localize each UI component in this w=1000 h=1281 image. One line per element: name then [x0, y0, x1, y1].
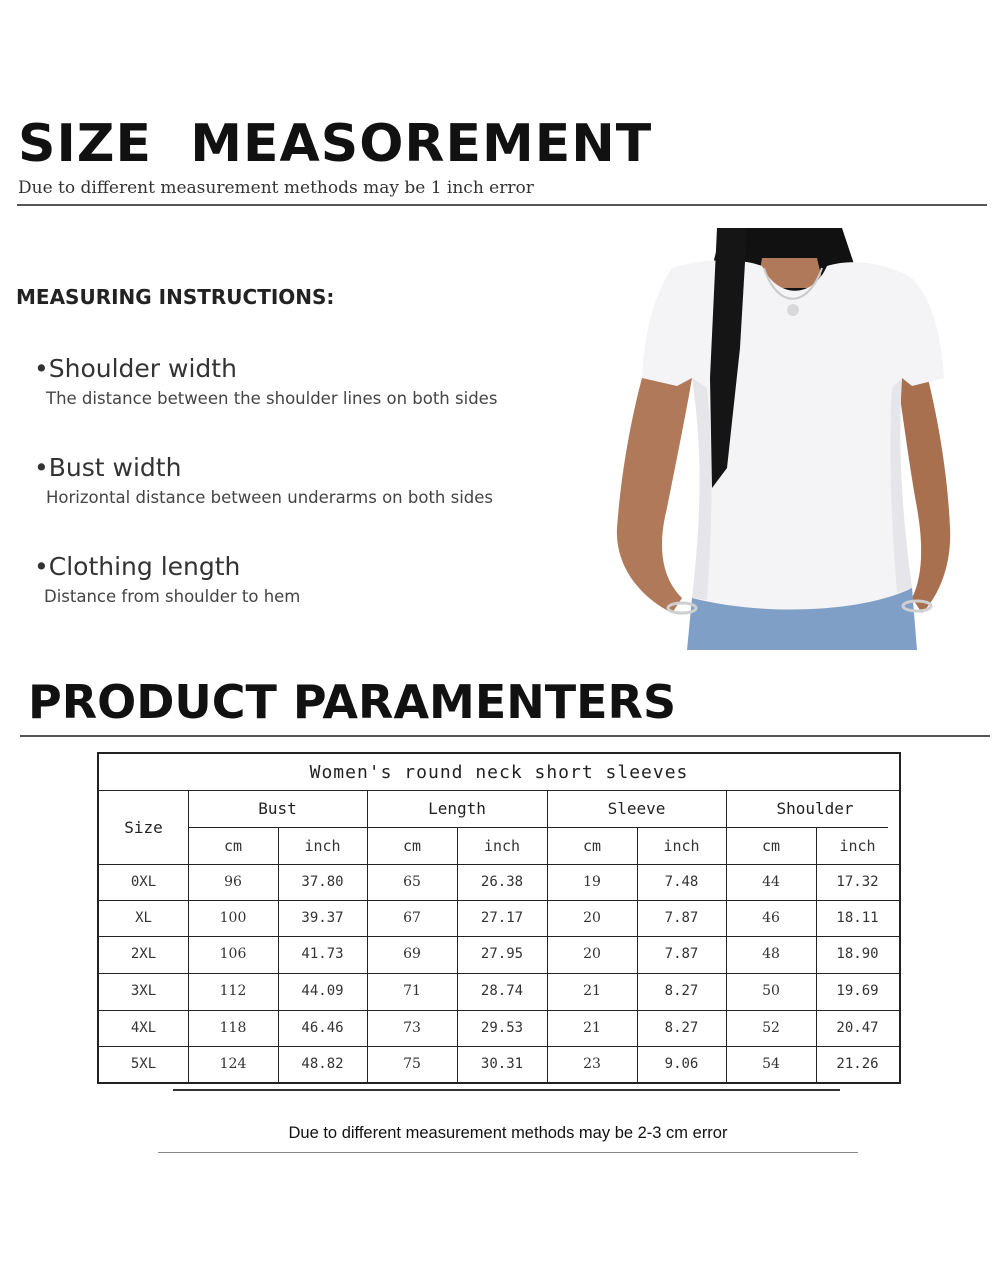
table-cell: 46.46: [301, 1020, 344, 1036]
table-cell: 18.11: [836, 910, 879, 926]
table-cell: 100: [219, 910, 247, 926]
table-cell: 21.26: [836, 1056, 879, 1072]
table-cell: 19.69: [836, 983, 879, 999]
divider: [17, 204, 987, 206]
unit-header-inch: inch: [483, 836, 521, 855]
instruction-desc-bust: Horizontal distance between underarms on both sides: [46, 488, 494, 507]
divider: [20, 735, 990, 737]
table-cell: 41.73: [301, 946, 344, 962]
unit-header-cm: cm: [761, 836, 781, 855]
table-cell: 30.31: [480, 1056, 524, 1072]
table-cell: 26.38: [480, 874, 524, 890]
table-cell: 75: [403, 1056, 421, 1072]
instruction-title-length: •Clothing length: [34, 552, 241, 581]
instruction-title-shoulder: •Shoulder width: [34, 354, 237, 383]
table-cell: 7.87: [664, 946, 699, 962]
size-cell: XL: [135, 910, 152, 926]
table-cell: 39.37: [301, 910, 344, 926]
table-cell: 27.17: [480, 910, 524, 926]
model-photo: [612, 228, 957, 650]
page-title: SIZE MEASOREMENT: [18, 114, 653, 174]
measurement-note: Due to different measurement methods may be 1 inch error: [18, 178, 534, 198]
table-cell: 46: [762, 910, 780, 926]
unit-header-inch: inch: [839, 836, 876, 855]
size-cell: 2XL: [130, 946, 157, 962]
unit-header-cm: cm: [582, 836, 602, 855]
table-cell: 73: [403, 1020, 421, 1036]
table-cell: 21: [583, 1020, 601, 1036]
group-header-shoulder: Shoulder: [776, 799, 854, 818]
size-cell: 3XL: [130, 983, 157, 999]
table-cell: 124: [219, 1056, 247, 1072]
table-cell: 19: [583, 874, 601, 890]
table-cell: 20.47: [836, 1020, 879, 1036]
group-header-bust: Bust: [258, 799, 297, 818]
table-cell: 52: [762, 1020, 780, 1036]
size-column-header: Size: [124, 817, 163, 837]
divider: [158, 1152, 858, 1153]
table-cell: 28.74: [480, 983, 524, 999]
unit-header-cm: cm: [402, 836, 422, 855]
table-cell: 21: [583, 983, 601, 999]
divider: [173, 1089, 840, 1091]
instructions-heading: MEASURING INSTRUCTIONS:: [16, 285, 335, 309]
instruction-desc-shoulder: The distance between the shoulder lines on both sides: [46, 389, 498, 408]
table-cell: 50: [762, 983, 780, 999]
instruction-title-bust: •Bust width: [34, 453, 182, 482]
group-header-sleeve: Sleeve: [607, 799, 666, 818]
table-cell: 8.27: [664, 983, 699, 999]
size-cell: 0XL: [130, 874, 157, 890]
table-cell: 29.53: [480, 1020, 524, 1036]
table-cell: 71: [403, 983, 421, 999]
footer-note: Due to different measurement methods may be 2-3 cm error: [288, 1124, 728, 1142]
table-cell: 118: [219, 1020, 247, 1036]
table-cell: 106: [219, 946, 247, 962]
table-cell: 67: [403, 910, 421, 926]
table-cell: 48: [762, 946, 780, 962]
size-cell: 4XL: [130, 1020, 157, 1036]
group-header-length: Length: [428, 799, 486, 818]
table-cell: 7.48: [664, 874, 699, 890]
table-cell: 96: [224, 874, 242, 890]
table-cell: 23: [583, 1056, 601, 1072]
table-cell: 27.95: [480, 946, 524, 962]
table-cell: 8.27: [664, 1020, 699, 1036]
table-cell: 44.09: [301, 983, 344, 999]
table-cell: 20: [583, 946, 601, 962]
table-cell: 54: [762, 1056, 780, 1072]
unit-header-inch: inch: [663, 836, 700, 855]
table-cell: 48.82: [301, 1056, 344, 1072]
size-cell: 5XL: [130, 1056, 157, 1072]
table-cell: 37.80: [301, 874, 344, 890]
unit-header-cm: cm: [223, 836, 243, 855]
table-cell: 17.32: [836, 874, 879, 890]
table-cell: 65: [403, 874, 421, 890]
table-cell: 9.06: [664, 1056, 699, 1072]
unit-header-inch: inch: [304, 836, 341, 855]
table-caption: Women's round neck short sleeves: [309, 761, 689, 783]
table-cell: 18.90: [836, 946, 879, 962]
table-cell: 20: [583, 910, 601, 926]
table-cell: 69: [403, 946, 421, 962]
table-cell: 112: [219, 983, 247, 999]
table-cell: 7.87: [664, 910, 699, 926]
instruction-desc-length: Distance from shoulder to hem: [44, 587, 301, 606]
size-table: [97, 752, 901, 1084]
product-parameters-title: PRODUCT PARAMENTERS: [28, 675, 677, 729]
table-cell: 44: [762, 874, 780, 890]
